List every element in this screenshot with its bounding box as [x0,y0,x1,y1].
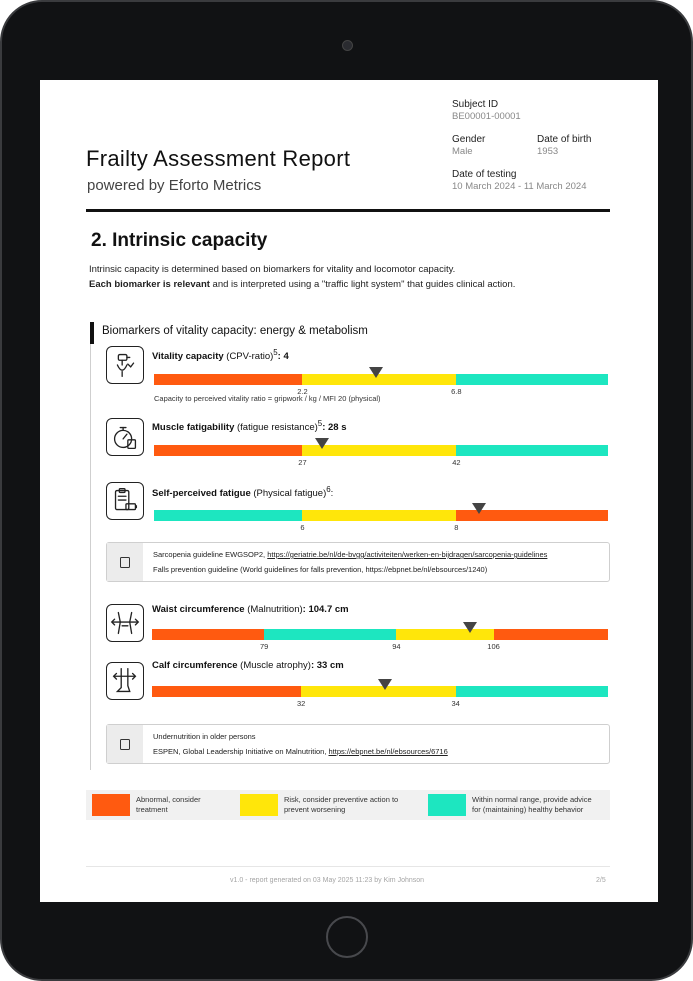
scale-threshold-label: 8 [454,523,459,532]
scale-threshold-label: 6 [300,523,305,532]
value-marker [463,622,477,633]
legend-text-normal [472,795,592,815]
scale-threshold-label: 6.8 [451,387,462,396]
traffic-light-bar [154,445,608,456]
group-guide-line [90,344,91,770]
biomarker-footnote: 6 [326,485,331,494]
reference-link[interactable]: https://ebpnet.be/nl/ebsources/6716 [328,747,448,756]
vitality-capacity-label [152,348,289,362]
scale-threshold-label: 106 [487,642,500,651]
self-perceived-fatigue-scale [154,500,608,536]
dob-value: 1953 [537,146,559,157]
scale-segment-green [154,510,302,521]
report-page [40,80,658,902]
front-camera [342,40,353,51]
muscle-fatigability-scale [154,435,608,471]
report-title: Frailty Assessment Report [86,146,351,171]
vitality-capacity-note: Capacity to perceived vitality ratio = gripwork / kg / MFI 20 (physical) [154,394,381,403]
biomarker-name: Self-perceived fatigue [152,488,251,500]
document-icon [120,739,130,750]
scale-threshold-label: 42 [452,458,461,467]
home-button[interactable] [326,916,368,958]
legend-line: Risk, consider preventive action to [284,795,399,804]
scale-threshold-label: 2.2 [297,387,308,396]
reference-box-2 [106,724,610,764]
scale-threshold-label: 32 [296,699,306,708]
stopwatch-icon [106,418,144,456]
traffic-light-bar [152,629,608,640]
scale-threshold-label: 94 [392,642,401,651]
legend-text-risk [284,795,398,815]
scale-segment-red [152,686,301,697]
scale-threshold-label: 27 [298,458,307,467]
biomarker-qualifier: (CPV-ratio) [223,351,274,363]
biomarker-value: : 4 [277,351,289,363]
biomarker-qualifier: (fatigue resistance) [234,422,318,434]
biomarker-value: : [330,488,334,500]
clipboard-battery-icon [106,482,144,520]
scale-segment-red [154,445,302,456]
scale-segment-green [456,686,608,697]
vitality-icon [106,346,144,384]
subject-id-value: BE00001-00001 [452,111,521,122]
footer-generated: v1.0 - report generated on 03 May 2025 11:23 by Kim Johnson [230,877,425,884]
legend-line: treatment [136,805,168,814]
reference-line-1 [153,729,448,744]
reference-prefix: Falls prevention guideline (World guidelines for falls prevention, https://ebpnet.be/nl/ebsources/1240) [153,565,488,574]
value-marker [378,679,392,690]
traffic-light-legend [86,790,610,820]
waist-icon [106,604,144,642]
biomarker-name: Calf circumference [152,660,238,671]
legend-text-abnormal [136,795,201,815]
reference-line-2 [153,562,547,577]
scale-segment-red [494,629,608,640]
reference-line-2 [153,744,448,759]
legend-line: prevent worsening [284,805,346,814]
biomarker-value: : 104.7 cm [302,604,349,615]
scale-segment-yellow [302,510,456,521]
legend-line: Within normal range, provide advice [472,795,592,804]
biomarker-qualifier: (Muscle atrophy) [237,660,311,671]
legend-line: Abnormal, consider [136,795,201,804]
legend-swatch-risk [240,794,278,816]
section-intro [89,262,515,292]
section-title: 2. Intrinsic capacity [91,230,268,251]
biomarker-name: Vitality capacity [152,351,224,363]
testing-date-label: Date of testing [452,169,517,180]
intro-rest: and is interpreted using a "traffic light system" that guides clinical action. [209,279,516,290]
group-accent-bar [90,322,94,344]
reference-prefix: ESPEN, Global Leadership Initiative on Malnutrition, [153,747,329,756]
legend-line: for (maintaining) healthy behavior [472,805,584,814]
testing-date-value: 10 March 2024 - 11 March 2024 [452,181,587,192]
muscle-fatigability-label [152,419,347,433]
scale-segment-red [152,629,264,640]
intro-line-1: Intrinsic capacity is determined based on biomarkers for vitality and locomotor capacity. [89,264,456,275]
reference-prefix: Sarcopenia guideline EWGSOP2, [153,550,268,559]
reference-box-1 [106,542,610,582]
subject-id-label: Subject ID [452,99,499,110]
biomarker-name: Muscle fatigability [152,422,235,434]
reference-text [153,547,547,577]
footer-page-number: 2/5 [596,877,606,884]
gender-value: Male [452,146,473,157]
biomarker-value: : 33 cm [310,660,344,671]
value-marker [472,503,486,514]
biomarker-name: Waist circumference [152,604,245,615]
report-subtitle: powered by Eforto Metrics [87,177,262,194]
footer-divider [86,866,610,867]
waist-circumference-scale [152,619,608,655]
reference-prefix: Undernutrition in older persons [153,732,256,741]
document-icon [120,557,130,568]
scale-segment-green [264,629,396,640]
intro-line-2 [89,277,515,292]
reference-text [153,729,448,759]
scale-segment-red [154,374,302,385]
scale-segment-green [456,445,608,456]
scale-segment-yellow [396,629,493,640]
waist-circumference-label [152,604,349,615]
value-marker [315,438,329,449]
legend-swatch-abnormal [92,794,130,816]
group-title: Biomarkers of vitality capacity: energy & metabolism [102,325,368,337]
biomarker-value: : 28 s [322,422,347,434]
biomarker-footnote: 5 [317,419,323,428]
biomarker-qualifier: (Malnutrition) [244,604,303,615]
scale-threshold-label: 79 [260,642,269,651]
biomarker-qualifier: (Physical fatigue) [250,488,327,500]
traffic-light-bar [154,510,608,521]
calf-icon [106,662,144,700]
scale-segment-green [456,374,608,385]
value-marker [369,367,383,378]
calf-circumference-label [152,660,344,671]
calf-circumference-scale [152,676,608,712]
header-divider [86,209,610,212]
dob-label: Date of birth [537,134,592,145]
gender-label: Gender [452,134,486,145]
reference-line-1 [153,547,547,562]
scale-threshold-label: 34 [451,699,460,708]
self-perceived-fatigue-label [152,485,333,499]
legend-swatch-normal [428,794,466,816]
biomarker-footnote: 5 [273,348,278,357]
reference-link[interactable]: https://geriatrie.be/nl/de-bvgg/activiteiten/werken-en-bijdragen/sarcopenia-guidelines [267,550,548,559]
intro-bold: Each biomarker is relevant [89,279,210,290]
